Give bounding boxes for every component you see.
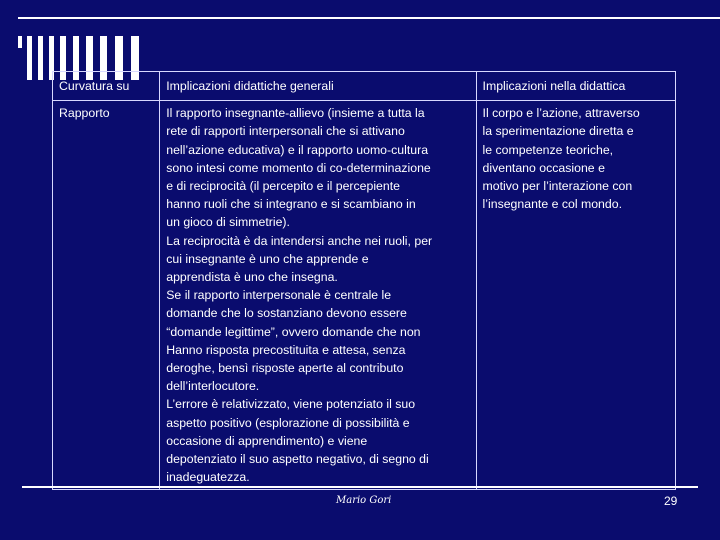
bottom-rule [22, 486, 698, 488]
deco-bar [18, 36, 22, 48]
text-line: diventano occasione e [482, 160, 605, 175]
text-line: L’errore è relativizzato, viene potenziato il suo [166, 397, 416, 412]
header-cell-implicazioni-generali: Implicazioni didattiche generali [160, 72, 476, 101]
implicazioni-generali-cell [160, 101, 476, 490]
top-rule [18, 17, 720, 19]
text-line: occasione di apprendimento) e viene [166, 433, 368, 448]
deco-bar [27, 36, 32, 80]
text-line: La reciprocità è da intendersi anche nei ruoli, per [166, 233, 433, 248]
text-line: nell’azione educativa) e il rapporto uomo-cultura [166, 142, 429, 157]
text-line: e di reciprocità (il percepito e il percepiente [166, 179, 400, 194]
text-line: Il corpo e l’azione, attraverso [482, 106, 640, 121]
text-line: “domande legittime”, ovvero domande che non [166, 324, 421, 339]
text-line: apprendista è uno che insegna. [166, 270, 338, 285]
table-row [53, 101, 676, 490]
text-line: l’insegnante e col mondo. [482, 197, 622, 212]
text-line: Il rapporto insegnante-allievo (insieme a tutta la [166, 106, 425, 121]
text-line: cui insegnante è uno che apprende e [166, 251, 369, 266]
row-label-cell: Rapporto [53, 101, 160, 490]
table-header-row [53, 72, 676, 101]
page-number: 29 [664, 494, 678, 508]
text-line: un gioco di simmetrie). [166, 215, 290, 230]
text-line: domande che lo sostanziano devono essere [166, 306, 407, 321]
text-line: motivo per l’interazione con [482, 179, 633, 194]
text-line: deroghe, bensì risposte aperte al contributo [166, 361, 404, 376]
content-table [52, 71, 676, 490]
text-line: dell’interlocutore. [166, 379, 260, 394]
header-cell-implicazioni-didattica: Implicazioni nella didattica [476, 72, 675, 101]
text-line: rete di rapporti interpersonali che si attivano [166, 124, 405, 139]
text-line: le competenze teoriche, [482, 142, 614, 157]
text-line: aspetto positivo (esplorazione di possibilità e [166, 415, 410, 430]
deco-bar [38, 36, 43, 80]
text-line: Se il rapporto interpersonale è centrale le [166, 288, 392, 303]
text-line: sono intesi come momento di co-determinazione [166, 160, 431, 175]
text-line: hanno ruoli che si integrano e si scambiano in [166, 197, 416, 212]
text-line: Hanno risposta precostituita e attesa, senza [166, 342, 406, 357]
text-line: la sperimentazione diretta e [482, 124, 634, 139]
footer-author: Mario Gori [336, 495, 392, 506]
header-cell-curvatura: Curvatura su [53, 72, 160, 101]
implicazioni-didattica-cell [476, 101, 675, 490]
text-line: inadeguatezza. [166, 470, 250, 485]
text-line: depotenziato il suo aspetto negativo, di segno di [166, 452, 429, 467]
